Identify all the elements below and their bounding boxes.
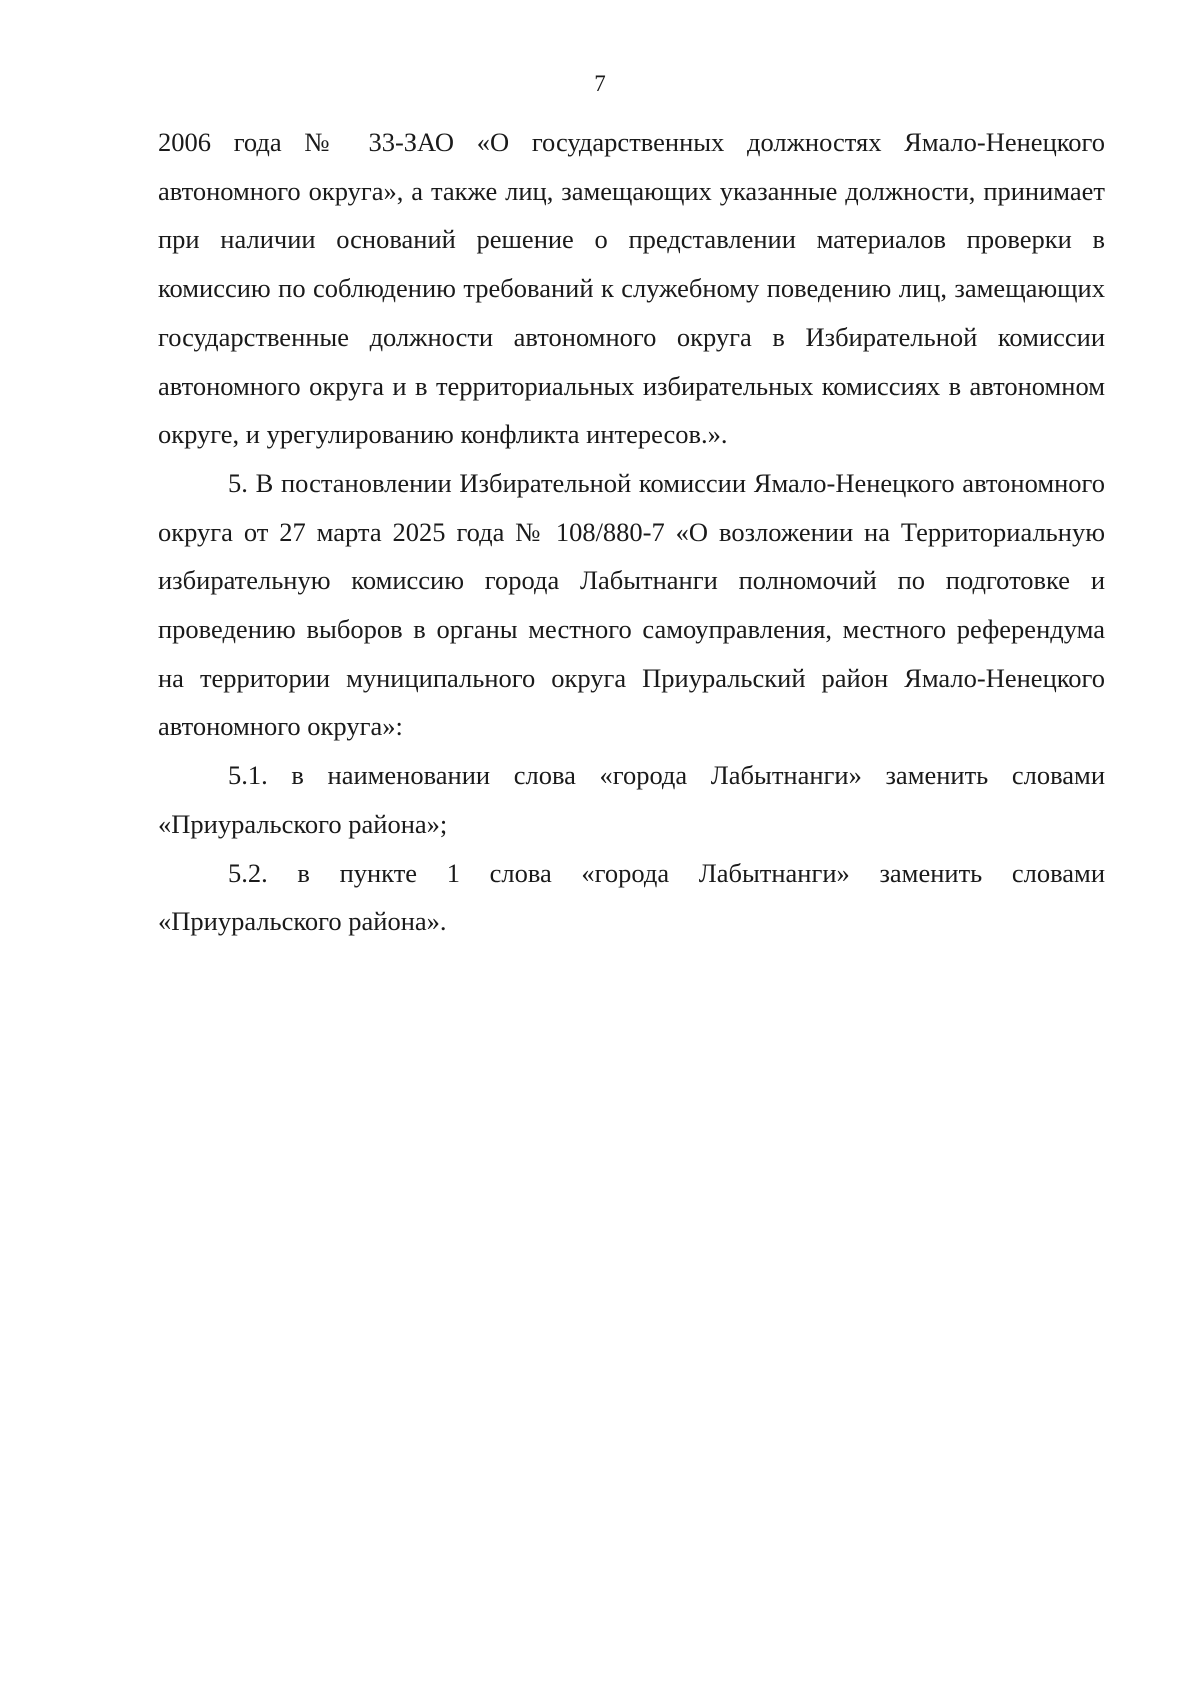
paragraph-item-5-1: 5.1. в наименовании слова «города Лабытнанги» заменить словами «Приуральского района»; [158,760,1105,839]
paragraph-item-5: 5. В постановлении Избирательной комиссии Ямало-Ненецкого автономного округа от 27 марта 2025 года № 108/880-7 «О возложении на Территориальную избирательную комиссию города Лабытнанги полномочий по подготовке и проведению выборов в органы местного самоуправления, местного референдума на территории муниципального округа Приуральский район Ямало-Ненецкого автономного округа»: [158,467,1105,742]
paragraph-item-5-2: 5.2. в пункте 1 слова «города Лабытнанги» заменить словами «Приуральского района». [158,857,1105,937]
page-number: 7 [594,71,606,96]
paragraph-continuation: 2006 года № 33-ЗАО «О государственных должностях Ямало-Ненецкого автономного округа», а также лиц, замещающих указанные должности, принимает при наличии оснований решение о представлении материалов проверки в комиссию по соблюдению требований к служебному поведению лиц, замещающих государственные должности автономного округа в Избирательной комиссии автономного округа и в территориальных избирательных комиссиях в автономном округе, и урегулированию конфликта интересов.». [158,127,1105,450]
document-body [158,118,1105,946]
